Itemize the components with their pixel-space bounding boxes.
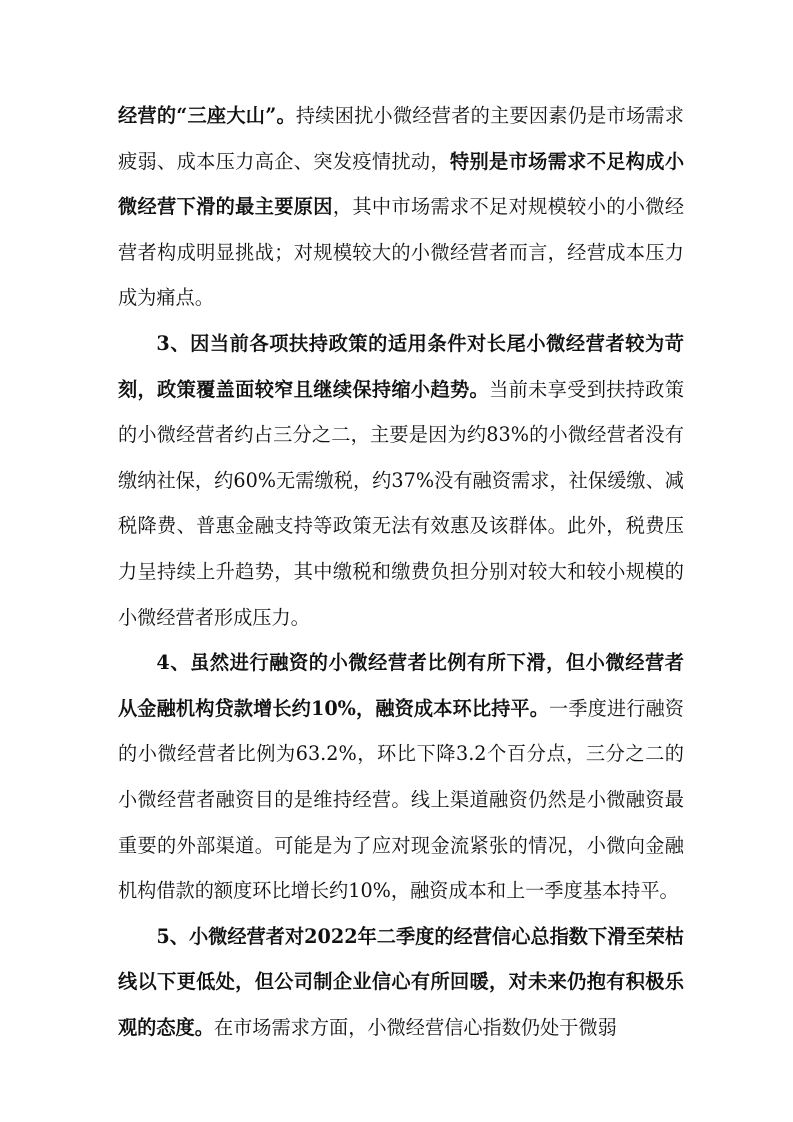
paragraph-3-body: 当前未享受到扶持政策的小微经营者约占三分之二，主要是因为约83%的小微经营者没有缴纳社保，约60%无需缴税，约37%没有融资需求，社保缓缴、减税降费、普惠金融支持等政策无法有效惠及该群体。此外，税费压力呈持续上升趋势，其中缴税和缴费负担分别对较大和较小规模的小微经营者形成压力。 xyxy=(118,377,685,629)
paragraph-4-financing xyxy=(118,640,684,914)
paragraph-2-bold-2: 特别是市场需求不足构成小微经营下滑的最主要原因 xyxy=(118,149,685,219)
paragraph-2-text-2: ，其中市场需求不足对规模较小的小微经营者构成明显挑战；对规模较大的小微经营者而言，经营成本压力成为痛点。 xyxy=(118,195,685,310)
paragraph-3-heading: 3、因当前各项扶持政策的适用条件对长尾小微经营者较为苛刻，政策覆盖面较窄且继续保持缩小趋势。 xyxy=(118,331,684,401)
paragraph-2-conclusion xyxy=(118,93,684,321)
document-page xyxy=(118,93,684,1050)
paragraph-2-bold-1: 经营的“三座大山”。 xyxy=(118,104,296,127)
paragraph-4-heading: 4、虽然进行融资的小微经营者比例有所下滑，但小微经营者从金融机构贷款增长约10%，融资成本环比持平。 xyxy=(118,651,684,720)
paragraph-2-text-1: 持续困扰小微经营者的主要因素仍是市场需求疲弱、成本压力高企、突发疫情扰动， xyxy=(118,104,684,173)
paragraph-4-body: 一季度进行融资的小微经营者比例为63.2%，环比下降3.2个百分点，三分之二的小微经营者融资目的是维持经营。线上渠道融资仍然是小微融资最重要的外部渠道。可能是为了应对现金流紧张的情况，小微向金融机构借款的额度环比增长约10%，融资成本和上一季度基本持平。 xyxy=(118,696,684,903)
paragraph-5-heading: 5、小微经营者对2022年二季度的经营信心总指数下滑至荣枯线以下更低处，但公司制企业信心有所回暖，对未来仍抱有积极乐观的态度。 xyxy=(118,924,684,1039)
paragraph-3-policy xyxy=(118,321,684,640)
paragraph-5-confidence xyxy=(118,914,684,1051)
paragraph-5-body: 在市场需求方面，小微经营信心指数仍处于微弱 xyxy=(213,1015,617,1039)
